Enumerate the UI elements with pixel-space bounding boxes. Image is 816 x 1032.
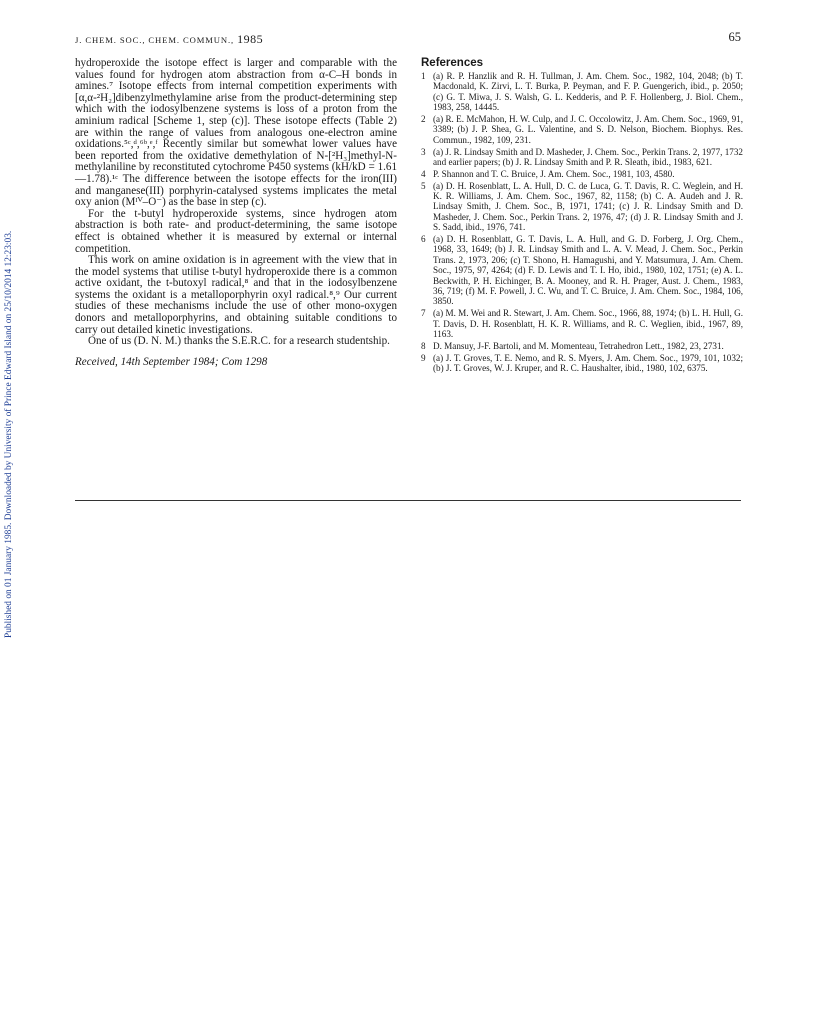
- reference-list: [421, 71, 743, 374]
- reference-item: [421, 234, 743, 307]
- reference-number: 5: [421, 180, 426, 191]
- reference-item: [421, 71, 743, 113]
- reference-text: (a) J. T. Groves, T. E. Nemo, and R. S. Myers, J. Am. Chem. Soc., 1979, 101, 1032; (b) J. T. Groves, W. J. Kruper, and R. C. Haushalter, ibid., 1980, 102, 6375.: [433, 352, 743, 374]
- running-head: [75, 30, 741, 46]
- reference-number: 9: [421, 352, 426, 363]
- page-number: 65: [728, 30, 741, 44]
- reference-text: (a) R. P. Hanzlik and R. H. Tullman, J. Am. Chem. Soc., 1982, 104, 2048; (b) T. Macdonald, K. Zirvi, L. T. Burka, P. Peyman, and F. P. Guengerich, ibid., p. 2050; (c) G. T. Miwa, J. S. Walsh, G. L. Kedderis, and P. F. Hollenberg, J. Biol. Chem., 1983, 258, 14445.: [433, 71, 743, 113]
- body-paragraph: This work on amine oxidation is in agreement with the view that in the model systems that utilise t-butyl hydroperoxide there is a common active oxidant, the t-butoxyl radical,⁸ and that in the iodosylbenzene systems the oxidant is a metalloporphyrin oxyl radical.⁸,⁹ Our current studies of these mechanisms include the use of other mono-oxygen donors and metalloporphyrins, and obtaining suitable conditions to carry out detailed kinetic investigations.: [75, 254, 397, 336]
- reference-number: 4: [421, 168, 426, 179]
- body-paragraph: hydroperoxide the isotope effect is larger and comparable with the values found for hydrogen atom abstraction from α-C–H bonds in amines.⁷ Isotope effects from internal competition experiments with [α,α-²H₂]dibenzylmethylamine arise from the product-determining step which with the iodosylbenzene systems is loss of a proton from the aminium radical [Scheme 1, step (c)]. These isotope effects (Table 2) are within the range of values from analogous one-electron amine oxidations.⁵ᶜ,ᵈ,⁶ᵇ,ᵉ,ᶠ Recently similar but somewhat lower values have been reported from the oxidative demethylation of N-[²H₃]methyl-N-methylaniline by reconstituted cytochrome P450 systems (kH/kD = 1.61—1.78).¹ᶜ The difference between the isotope effects for the iron(III) and manganese(III) porphyrin-catalysed systems implicates the metal oxy anion (Mᴵⱽ–O⁻) as the base in step (c).: [75, 57, 397, 209]
- reference-text: P. Shannon and T. C. Bruice, J. Am. Chem. Soc., 1981, 103, 4580.: [433, 168, 675, 179]
- reference-item: [421, 169, 743, 179]
- reference-text: (a) D. H. Rosenblatt, G. T. Davis, L. A. Hull, and G. D. Forberg, J. Org. Chem., 1968, 33, 1649; (b) J. R. Lindsay Smith and L. A. V. Mead, J. Chem. Soc., Perkin Trans. 2, 1973, 206; (c) T. Shono, H. Hamagushi, and Y. Matsumura, J. Am. Chem. Soc., 1975, 97, 4264; (d) F. D. Lewis and T. I. Ho, ibid., 1980, 102, 1751; (e) A. L. Beckwith, P. H. Eichinger, B. A. Mooney, and R. H. Prager, Aust. J. Chem., 1983, 36, 719; (f) M. F. Powell, J. C. Wu, and T. C. Bruice, J. Am. Chem. Soc., 1984, 106, 3850.: [433, 234, 743, 307]
- journal-name: J. CHEM. SOC., CHEM. COMMUN.,: [75, 35, 235, 45]
- received-date: Received, 14th September 1984; Com 1298: [75, 355, 268, 368]
- references-column: [421, 57, 743, 375]
- reference-item: [421, 308, 743, 339]
- journal-year: 1985: [237, 32, 264, 46]
- reference-item: [421, 341, 743, 351]
- references-heading: References: [421, 57, 484, 69]
- reference-item: [421, 114, 743, 145]
- reference-number: 6: [421, 234, 426, 245]
- journal-citation: [75, 32, 263, 47]
- acknowledgement: One of us (D. N. M.) thanks the S.E.R.C. for a research studentship.: [88, 335, 390, 348]
- reference-text: D. Mansuy, J-F. Bartoli, and M. Momenteau, Tetrahedron Lett., 1982, 23, 2731.: [433, 340, 724, 351]
- reference-text: (a) M. M. Wei and R. Stewart, J. Am. Chem. Soc., 1966, 88, 1974; (b) L. H. Hull, G. T. Davis, D. H. Rosenblatt, H. K. R. Williams, and R. C. Weglien, ibid., 1967, 89, 1163.: [433, 308, 743, 340]
- reference-item: [421, 181, 743, 233]
- download-watermark-text: Published on 01 January 1985. Downloaded by University of Prince Edward Island on 25/10/2014 12:23:03.: [4, 230, 14, 638]
- reference-item: [421, 353, 743, 374]
- reference-number: 2: [421, 114, 426, 125]
- download-watermark: [3, 160, 15, 640]
- reference-text: (a) J. R. Lindsay Smith and D. Masheder, J. Chem. Soc., Perkin Trans. 2, 1977, 1732 and earlier papers; (b) J. R. Lindsay Smith and P. R. Sleath, ibid., 1983, 621.: [433, 146, 743, 168]
- reference-text: (a) R. E. McMahon, H. W. Culp, and J. C. Occolowitz, J. Am. Chem. Soc., 1969, 91, 3389; (b) J. P. Shea, G. L. Valentine, and S. D. Nelson, Biochem. Biophys. Res. Commun., 1982, 109, 231.: [433, 114, 743, 145]
- reference-number: 3: [421, 146, 426, 157]
- body-paragraph: For the t-butyl hydroperoxide systems, since hydrogen atom abstraction is both rate- and product-determining, the same isotope effect is obtained whether it is measured by external or internal competition.: [75, 207, 397, 255]
- reference-item: [421, 147, 743, 168]
- reference-text: (a) D. H. Rosenblatt, L. A. Hull, D. C. de Luca, G. T. Davis, R. C. Weglein, and H. K. R. Williams, J. Am. Chem. Soc., 1967, 82, 1158; (b) C. A. Audeh and J. R. Lindsay Smith, J. Chem. Soc., B, 1971, 1741; (c) J. R. Lindsay Smith and D. Masheder, J. Chem. Soc., Perkin Trans. 2, 1976, 47; (d) J. R. Lindsay Smith and J. S. Sadd, ibid., 1976, 741.: [433, 180, 743, 233]
- reference-number: 8: [421, 340, 426, 351]
- reference-number: 1: [421, 71, 426, 81]
- body-column: [75, 58, 397, 368]
- reference-number: 7: [421, 308, 426, 319]
- page-divider: [75, 500, 741, 501]
